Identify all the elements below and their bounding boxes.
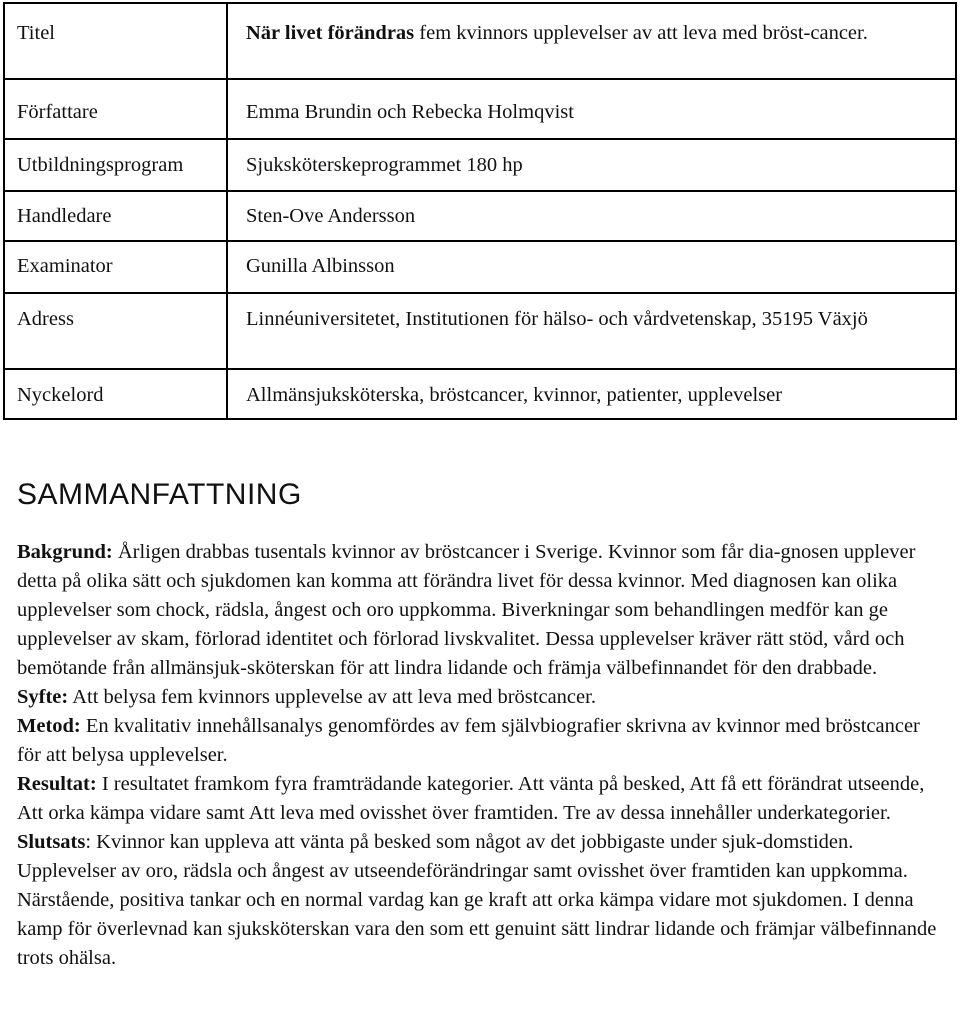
row-examiner xyxy=(4,241,956,293)
value-authors: Emma Brundin och Rebecka Holmqvist xyxy=(227,79,956,139)
row-title xyxy=(4,3,956,79)
aim-paragraph xyxy=(17,683,942,712)
conclusion-label: Slutsats xyxy=(17,831,86,853)
title-bold: När livet förändras xyxy=(246,22,415,44)
label-address: Adress xyxy=(4,293,227,369)
conclusion-text: : Kvinnor kan uppleva att vänta på besked som något av det jobbigaste under sjuk-domstiden. Upplevelser av oro, rädsla och ångest av utseendeförändringar samt ovisshet över framtiden kan uppkomma. Närstående, positiva tankar och en normal vardag kan ge kraft att orka kämpa vidare mot sjukdomen. I denna kamp för överlevnad kan sjuksköterskan vara den som ett genuint sätt lindrar lidande och främjar välbefinnande trots ohälsa. xyxy=(17,831,937,969)
aim-label: Syfte: xyxy=(17,686,69,708)
method-paragraph xyxy=(17,712,942,770)
method-text: En kvalitativ innehållsanalys genomfördes av fem självbiografier skrivna av kvinnor med bröstcancer för att belysa upplevelser. xyxy=(17,715,920,766)
results-paragraph xyxy=(17,770,942,828)
row-authors xyxy=(4,79,956,139)
value-title xyxy=(227,3,956,79)
row-address xyxy=(4,293,956,369)
results-label: Resultat: xyxy=(17,773,97,795)
value-program: Sjuksköterskeprogrammet 180 hp xyxy=(227,139,956,191)
row-supervisor xyxy=(4,191,956,241)
results-text: I resultatet framkom fyra framträdande kategorier. Att vänta på besked, Att få ett förändrat utseende, Att orka kämpa vidare samt Att leva med ovisshet över framtiden. Tre av dessa innehåller underkategorier. xyxy=(17,773,925,824)
title-rest: fem kvinnors upplevelser av att leva med bröst-cancer. xyxy=(414,22,868,44)
value-examiner: Gunilla Albinsson xyxy=(227,241,956,293)
background-text: Årligen drabbas tusentals kvinnor av bröstcancer i Sverige. Kvinnor som får dia-gnosen upplever detta på olika sätt och sjukdomen kan komma att förändra livet för dessa kvinnor. Med diagnosen kan olika upplevelser som chock, rädsla, ångest och oro uppkomma. Biverkningar som behandlingen medför kan ge upplevelser av skam, förlorad identitet och förlorad livskvalitet. Dessa upplevelser kräver rätt stöd, vård och bemötande från allmänsjuk-sköterskan för att lindra lidande och främja välbefinnandet för den drabbade. xyxy=(17,541,916,679)
label-keywords: Nyckelord xyxy=(4,369,227,419)
value-supervisor: Sten-Ove Andersson xyxy=(227,191,956,241)
method-label: Metod: xyxy=(17,715,81,737)
label-program: Utbildningsprogram xyxy=(4,139,227,191)
row-keywords xyxy=(4,369,956,419)
value-keywords: Allmänsjuksköterska, bröstcancer, kvinnor, patienter, upplevelser xyxy=(227,369,956,419)
abstract-body xyxy=(17,538,942,973)
row-program xyxy=(4,139,956,191)
metadata-table xyxy=(3,2,957,420)
conclusion-paragraph xyxy=(17,828,942,973)
label-authors: Författare xyxy=(4,79,227,139)
label-examiner: Examinator xyxy=(4,241,227,293)
label-title: Titel xyxy=(4,3,227,79)
background-label: Bakgrund: xyxy=(17,541,113,563)
summary-heading: SAMMANFATTNING xyxy=(17,478,302,511)
label-supervisor: Handledare xyxy=(4,191,227,241)
value-address: Linnéuniversitetet, Institutionen för hälso- och vårdvetenskap, 35195 Växjö xyxy=(227,293,956,369)
background-paragraph xyxy=(17,538,942,683)
aim-text: Att belysa fem kvinnors upplevelse av att leva med bröstcancer. xyxy=(68,686,596,708)
